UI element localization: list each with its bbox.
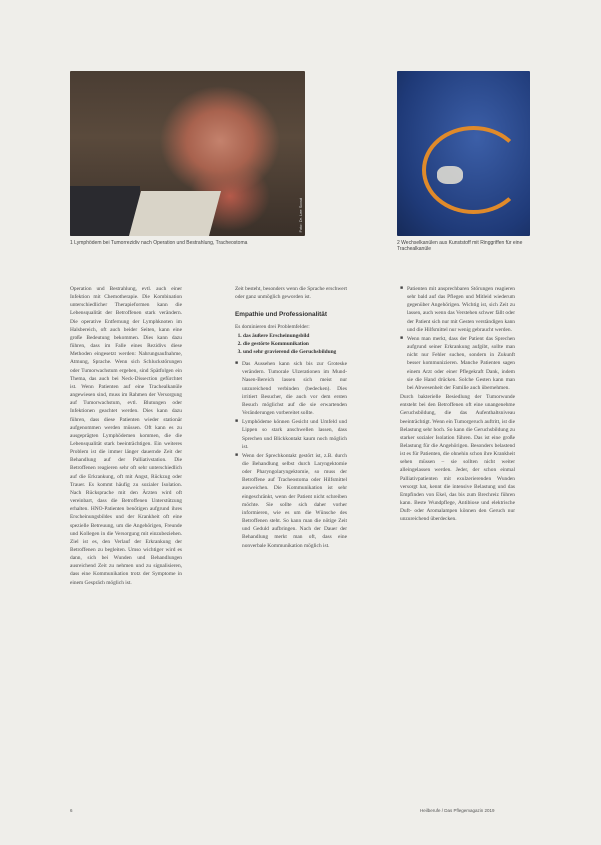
jacket-shape <box>70 186 140 236</box>
text-column-1 <box>70 285 182 587</box>
bullet-icon: ■ <box>400 335 404 341</box>
factor-item: 3. und sehr gravierend die Geruchsbildung <box>243 348 347 356</box>
bullet-item: ■ Das Aussehen kann sich bis zur Groteske verändern. Tumorale Ulzerationen im Mund-Nasen-Bereich lassen sich meist nur unzureichend verbinden (bedecken). Dies irritiert Besucher, die auch vor dem ersten Besuch möglichst auf die sie erwartenden Veränderungen vorbereitet sollte. <box>235 361 347 417</box>
bullet-icon: ■ <box>400 286 404 291</box>
collar-shape <box>129 191 221 236</box>
body-paragraph: Operation und Bestrahlung, evtl. auch einer Infektion mit Chemotherapie. Die Kombination unterschiedlicher Therapieformen kann die Lebensqualität der Betroffenen stark verändern. Die operative Entfernung der Lymphknoten im Halsbereich, oft auch beider Seiten, kann eine große Bedeutung bekommen. Dies kann dazu führen, dass im Falle eines Rezidivs diese Methoden eingesetzt werden: Nahrungsaufnahme, Atmung, Sprache. Wenn sich Schluckstörungen oder Tumorwachstum ergeben, sind Spätfolgen ein Thema, das auch bei Neck-Dissection gefürchtet ist. Wenn Patienten auf eine Trachealkanüle angewiesen sind, muss im Rahmen der Versorgung auf Tumorwachstum, evtl. Blutungen oder Infektionen geachtet werden. Dies kann dazu führen, dass diese Patienten wieder stationär aufgenommen werden müssen. Oft kann es zu ausgeprägten Lymphödemen kommen, die die Lebensqualität stark beeinträchtigen. Ein weiteres Problem ist die immer länger dauernde Zeit der Behandlung auf der Palliativstation. Die Betroffenen reagieren sehr oft sehr unterschiedlich auf die Erkrankung, oft mit Angst, Rückzug oder Trauer. Es kommt häufig zu sozialer Isolation. Nach Rücksprache mit den Ärzten wird oft vereinbart, dass die Betroffenen Unterstützung erhalten. HNO-Patienten benötigen aufgrund ihres Erscheinungsbildes und der Krankheit oft eine spezielle Betreuung, um die Angehörigen, Freunde und Kollegen in die Versorgung mit einzubeziehen. Ziel ist es, den Verlauf der Erkrankung der Betroffenen zu begleiten. Umso wichtiger wird es dann, sich bei Wunden und Behandlungen ausreichend Zeit zu nehmen und zu signalisieren, dass eine Kommunikation trotz der Symptome in einem Gespräch möglich ist. <box>70 286 182 586</box>
bullet-item: ■ Lymphödeme können Gesicht und Umfeld und Lippen so stark anschwellen lassen, dass Sprechen und Blickkontakt kaum noch möglich ist. <box>235 419 347 450</box>
cannula-shape <box>437 166 463 184</box>
text-column-2 <box>235 285 347 551</box>
factor-list <box>235 332 347 356</box>
body-paragraph: Zeit besteht, besonders wenn die Sprache erschwert oder ganz unmöglich geworden ist. <box>235 286 347 301</box>
bullet-item: ■ Patienten mit ansprechbaren Störungen reagieren sehr bald auf das Pflegen und Mitleid wiederum gegenüber Angehörigen. Wichtig ist, sich Zeit zu lassen, auch wenn das Verstehen schwer fällt oder der Patient sich nur mit Gesten verständigen kann und die Hilfsmittel nur wenig gebraucht werden. <box>400 286 515 333</box>
figure-1-photo <box>70 71 305 236</box>
figure-2-photo <box>397 71 530 236</box>
text-column-3 <box>400 285 515 524</box>
bullet-item: ■ Wenn der Sprechkontakt gestört ist, z.B. durch die Behandlung selbst durch Laryngektomie oder Pharyngolaryngektomie, so muss der Betroffene auf Tracheostoma oder Hilfsmittel ausweichen. Die Kommunikation ist sehr eingeschränkt, wenn der Patient nicht schreiben möchte. Sie sollte sich daher vorher informieren, wie es um die Wünsche des Betroffenen steht. So kann man die nötige Zeit und Geduld aufbringen. Nach der Dauer der Behandlung merkt man oft, dass eine nonverbale Kommunikation möglich ist. <box>235 452 347 549</box>
factor-item: 2. die gestörte Kommunikation <box>243 340 347 348</box>
figure-1-caption: 1 Lymphödem bei Tumorrezidiv nach Operation und Bestrahlung, Tracheostoma <box>70 240 248 246</box>
page-number: 6 <box>70 808 73 813</box>
section-heading: Empathie und Professionalität <box>235 311 327 319</box>
lead-paragraph: Es dominieren drei Problemfelder: <box>235 324 310 331</box>
body-paragraph: Durch bakterielle Besiedlung der Tumorwunde entsteht bei den Betroffenen oft eine unangenehme Geruchsbildung, die das Aufenthaltsniveau beeinträchtigt. Wenn ein Tumorgeruch auftritt, ist die Belastung sehr hoch. So kann die Geruchsbildung zu starker sozialer Isolation führen. Das ist eine große Belastung für die Angehörigen. Besonders belastend ist es für Patienten, die ohnehin schon ihre Krankheit sehen müssen – sie sollten nicht weiter alleingelassen werden. Jeder, der schon einmal Palliativpatienten mit exulzerierenden Wunden versorgt hat, kennt die intensive Belastung und das Empfinden von Ekel, das bis zum Brechreiz führen kann. Beste Wundpflege, Antibiose und elektrische Duft- oder Aromalampen können den Geruch nur unzureichend überdecken. <box>400 394 515 523</box>
factor-item: 1. das äußere Erscheinungsbild <box>243 332 347 340</box>
bullet-item: ■ Wenn man merkt, dass der Patient das Sprechen aufgrund seiner Erkrankung aufgibt, sollte man nicht nur Fehler suchen, sondern in Zukunft besser kommunizieren. Manche Patienten sagen einem Arzt oder einer Pflegekraft Dank, indem sie die Hand drücken. Solche Gesten kann man bei Abwesenheit der Familie auch übernehmen. <box>400 335 515 391</box>
figure-2-caption: 2 Wechselkanülen aus Kunststoff mit Ringgriffen für eine Trachealkanüle <box>397 240 523 252</box>
bullet-icon: ■ <box>235 452 239 458</box>
photo-credit: Foto: Dr. Lee Scout <box>298 197 303 232</box>
journal-footer: Heilberufe / Das Pflegemagazin 2019 <box>420 808 495 813</box>
bullet-icon: ■ <box>235 361 239 367</box>
bullet-icon: ■ <box>235 419 239 425</box>
